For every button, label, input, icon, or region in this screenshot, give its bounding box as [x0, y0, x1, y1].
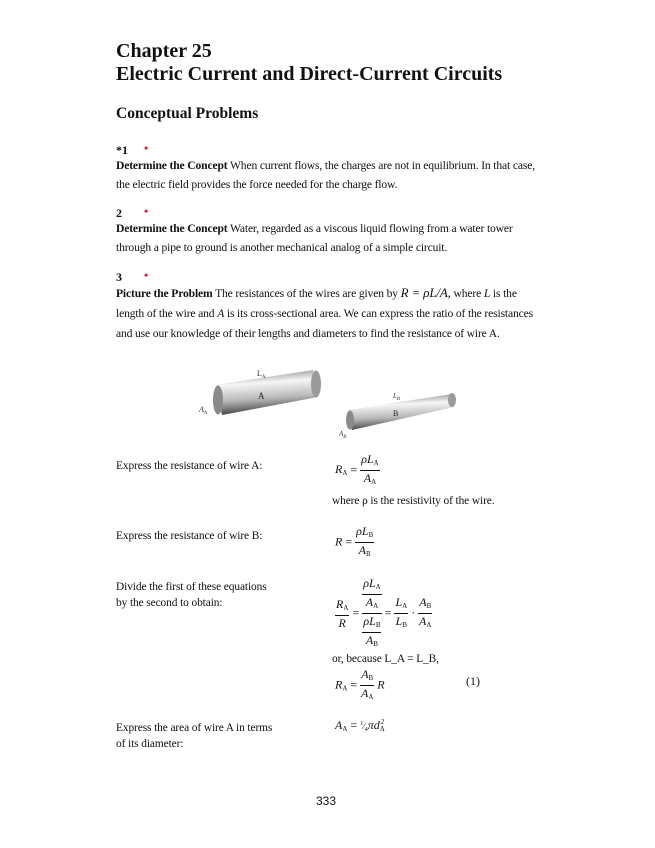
variable: L	[483, 287, 491, 300]
fraction: $\frac{\rho L_B}{A_B}$	[356, 524, 374, 558]
problem-3-solution	[116, 283, 541, 344]
chapter-number: Chapter 25	[116, 40, 212, 62]
svg-text:AA: $A_A$	[199, 405, 207, 416]
wires-figure	[195, 362, 465, 442]
problem-number: 2	[116, 206, 122, 220]
step-label: by the second to obtain:	[116, 597, 223, 609]
problem-number: *1	[116, 143, 128, 157]
section-heading: Conceptual Problems	[116, 105, 259, 122]
difficulty-dot-icon: •	[144, 204, 149, 218]
equation-ra-result: $R_A$ = $\frac{A_B}{A_A}$ R	[335, 667, 385, 701]
step-label: Express the area of wire A in terms	[116, 722, 273, 734]
equation-number: (1)	[466, 674, 480, 688]
problem-1-solution	[116, 156, 541, 194]
step-label: Express the resistance of wire A:	[116, 460, 263, 472]
solution-text: where	[450, 287, 484, 300]
svg-text:B: B	[393, 409, 399, 418]
chapter-title: Electric Current and Direct-Current Circuits	[116, 63, 503, 85]
svg-text:AB: $A_B$	[339, 430, 347, 440]
step-label: of its diameter:	[116, 738, 184, 750]
solution-lead: Picture the Problem	[116, 287, 213, 300]
difficulty-dot-icon: •	[144, 268, 149, 282]
svg-text:A: A	[258, 391, 265, 401]
solution-text: is the length of the wire and	[116, 287, 517, 320]
because-note: or, because L_A = L_B,	[332, 653, 439, 665]
solution-text: The resistances of the wires are given by	[212, 287, 401, 300]
inline-formula: R = ρL/A,	[400, 285, 451, 300]
variable: A	[217, 307, 225, 320]
solution-text: is its cross-sectional area. We can express the ratio of the resistances and use our knowledge of their lengths and diameters to find the resistance of wire A.	[116, 307, 533, 340]
solution-lead: Determine the Concept	[116, 222, 228, 235]
wires-diagram-icon	[195, 362, 465, 442]
resistivity-note: where ρ is the resistivity of the wire.	[332, 495, 495, 507]
step-label: Express the resistance of wire B:	[116, 530, 263, 542]
solution-text: When current flows, the charges are not in equilibrium. In that case, the electric field provides the force needed for the charge flow.	[116, 159, 535, 191]
solution-lead: Determine the Concept	[116, 159, 228, 172]
svg-text:LB: $L_B$	[393, 392, 400, 402]
problem-2-solution	[116, 219, 541, 257]
equation-area: $A_A$ = $^1⁄_4\pi d_A^2$	[335, 718, 385, 733]
solution-text: Water, regarded as a viscous liquid flowing from a water tower through a pipe to ground is another mechanical analog of a simple circuit.	[116, 222, 513, 254]
problem-number: 3	[116, 270, 122, 284]
equation-ratio: $\frac{R_A}{R}$ = $\frac{\frac{\rho L_A}{A_A}}{\frac{\rho L_B}{A_B}}$ = $\frac{L_A}{L_B}$ · $\frac{A_B}{A_A}$	[336, 576, 432, 648]
eq-lhs: $R_A$	[335, 462, 348, 478]
step-label: Divide the first of these equations	[116, 581, 267, 593]
svg-text:LA: $L_A$	[257, 369, 266, 380]
equation-r: R = $\frac{\rho L_B}{A_B}$	[335, 524, 374, 561]
page-number: 333	[316, 794, 337, 808]
equation-ra: $R_A$ = $\frac{\rho L_A}{A_A}$	[335, 452, 380, 489]
fraction: $\frac{\rho L_A}{A_A}$	[361, 452, 379, 486]
difficulty-dot-icon: •	[144, 141, 149, 155]
